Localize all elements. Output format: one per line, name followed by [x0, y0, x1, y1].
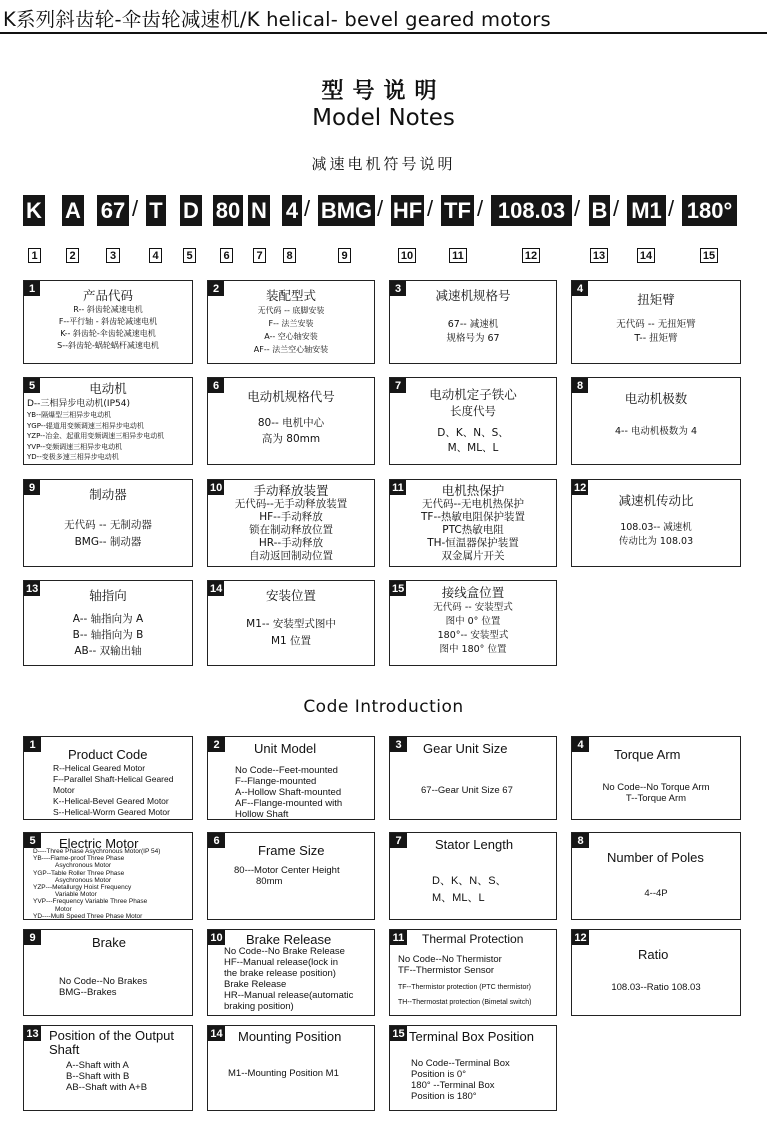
- card-line: T-- 扭矩臂: [634, 333, 678, 344]
- card-title: 电机热保护: [441, 483, 505, 498]
- cn-card-frame-size: [207, 377, 375, 465]
- card-line: S--Helical-Worm Geared Motor: [53, 807, 170, 817]
- card-number: 10: [208, 930, 225, 945]
- en-card-unit-model: [207, 736, 375, 820]
- card-number: 3: [390, 737, 407, 752]
- card-line: A--Hollow Shaft-mounted: [235, 787, 342, 798]
- title-english: Model Notes: [312, 105, 455, 131]
- card-line: BMG-- 制动器: [74, 536, 142, 548]
- card-number: 14: [208, 1026, 225, 1041]
- card-number: 12: [574, 481, 587, 494]
- card-line: 自动返回制动位置: [249, 550, 333, 562]
- card-line: No Code--No Brake Release: [224, 946, 345, 957]
- card-number: 10: [210, 481, 223, 494]
- position-tag: 10: [398, 248, 416, 263]
- card-title: 制动器: [89, 487, 127, 502]
- card-line: AB--Shaft with A+B: [66, 1082, 148, 1093]
- slash-separator: /: [574, 196, 581, 221]
- card-line: YB----Flame-proof Three Phase: [33, 855, 125, 863]
- card-line: 传动比为 108.03: [618, 536, 694, 547]
- card-line: 4-- 电动机极数为 4: [615, 426, 697, 437]
- card-line: TH-恒温器保护装置: [427, 537, 519, 549]
- code-part-shaft: B: [589, 195, 610, 226]
- en-card-output-shaft: [23, 1025, 193, 1111]
- card-line: B-- 轴指向为 B: [72, 629, 144, 641]
- subtitle-symbol-notes: 减速电机符号说明: [311, 155, 456, 173]
- card-line: No Code--No Torque Arm: [602, 782, 710, 793]
- slash-separator: /: [427, 196, 434, 221]
- en-card-brake: [23, 929, 193, 1016]
- card-line: No Code--Terminal Box: [411, 1058, 510, 1069]
- card-line: D----Three Phase Asychronous Motor(IP 54): [33, 848, 161, 855]
- card-line: Motor: [55, 905, 72, 913]
- en-card-thermal-protection: [389, 929, 557, 1016]
- card-number: 15: [392, 582, 405, 595]
- en-card-electric-motor: [23, 832, 193, 920]
- card-line: BMG--Brakes: [59, 987, 117, 998]
- card-number: 7: [390, 378, 406, 393]
- card-line: TF--Thermistor Sensor: [398, 965, 495, 976]
- slash-separator: /: [477, 196, 484, 221]
- card-line: A-- 轴指向为 A: [72, 613, 144, 625]
- card-number: 11: [390, 930, 407, 945]
- card-line: PTC热敏电阻: [442, 524, 504, 536]
- card-line: AB-- 双输出轴: [74, 645, 142, 657]
- slash-separator: /: [613, 196, 620, 221]
- card-number: 13: [26, 582, 39, 595]
- card-number: 14: [210, 582, 223, 595]
- card-title: Frame Size: [258, 843, 325, 858]
- card-title: Brake Release: [246, 932, 332, 947]
- card-line: 无代码--无电机热保护: [421, 498, 525, 510]
- card-number: 6: [208, 833, 225, 848]
- card-line: Motor: [53, 785, 75, 795]
- card-number: 11: [390, 480, 406, 495]
- en-card-number-of-poles: [571, 832, 741, 920]
- position-tag: 9: [338, 248, 351, 263]
- card-title: 减速机规格号: [435, 288, 511, 303]
- card-title: Thermal Protection: [422, 932, 524, 946]
- en-card-brake-release: [207, 929, 375, 1016]
- card-line: 80---Motor Center Height: [234, 865, 340, 876]
- cn-card-terminal-box: [389, 580, 557, 666]
- cn-card-output-shaft: [23, 580, 193, 666]
- card-line: YB--隔爆型三相异步电动机: [27, 411, 112, 419]
- card-title: 产品代码: [82, 288, 133, 303]
- card-number: 4: [572, 737, 589, 752]
- card-title: 安装位置: [265, 588, 316, 603]
- card-line: braking position): [224, 1001, 294, 1012]
- card-line: 108.03--Ratio 108.03: [611, 982, 701, 993]
- card-line: R--Helical Geared Motor: [53, 763, 146, 773]
- card-line: 80mm: [256, 876, 283, 887]
- card-title: Terminal Box Position: [409, 1029, 534, 1044]
- card-line: 80-- 电机中心: [257, 417, 325, 429]
- card-line: Hollow Shaft: [235, 809, 289, 820]
- card-number: 6: [208, 378, 224, 393]
- en-card-stator-length: [389, 832, 557, 920]
- card-title: Position of the Output Shaft: [49, 1028, 175, 1057]
- card-number: 4: [572, 281, 588, 296]
- card-line: Position is 0°: [411, 1069, 467, 1080]
- card-title: 接线盒位置: [441, 585, 505, 600]
- card-line: K--Helical-Bevel Geared Motor: [53, 796, 169, 806]
- cn-card-product-code: [23, 280, 193, 364]
- card-line: 67-- 减速机: [447, 319, 499, 330]
- code-part-brake-release: HF: [391, 195, 424, 226]
- card-title: Unit Model: [254, 741, 317, 756]
- card-number: 1: [24, 737, 41, 752]
- card-line: Brake Release: [224, 979, 287, 990]
- card-line: 高为 80mm: [261, 433, 321, 445]
- code-part-gear-size: 67: [97, 195, 129, 226]
- card-title: 电动机规格代号: [247, 389, 335, 404]
- card-line: HR--手动释放: [258, 537, 324, 549]
- cn-card-brake: [23, 479, 193, 567]
- card-line: AF--Flange-mounted with: [235, 798, 343, 809]
- card-line: 无代码 -- 安装型式: [433, 602, 513, 613]
- card-title: 轴指向: [89, 588, 127, 603]
- card-line: 108.03-- 减速机: [620, 522, 692, 533]
- code-part-product: K: [23, 195, 45, 226]
- code-part-motor: D: [180, 195, 202, 226]
- card-line: 规格号为 67: [446, 333, 500, 344]
- card-title: 减速机传动比: [618, 493, 694, 508]
- card-line: YZP--冶金、起重用变频调速三相异步电动机: [27, 432, 165, 440]
- card-line: TF--热敏电阻保护装置: [420, 511, 526, 523]
- slash-separator: /: [668, 196, 675, 221]
- card-line: HF--Manual release(lock in: [224, 957, 339, 968]
- header-rule: [0, 32, 767, 34]
- card-title: 电动机: [89, 381, 127, 396]
- card-number: 3: [390, 281, 406, 296]
- card-line: Asychronous Motor: [55, 862, 111, 870]
- card-number: 13: [24, 1026, 41, 1041]
- card-line: YGP--Table Roller Three Phase: [33, 869, 125, 877]
- title-chinese: 型号说明: [321, 79, 446, 104]
- code-part-mounting: M1: [627, 195, 666, 226]
- card-line: M、ML、L: [447, 442, 499, 454]
- slash-separator: /: [304, 196, 311, 221]
- card-line: D、K、N、S、: [437, 427, 509, 439]
- card-line: B--Shaft with B: [66, 1071, 130, 1082]
- card-line: the brake release position): [224, 968, 336, 979]
- position-tag: 2: [66, 248, 79, 263]
- card-line: F--平行轴 - 斜齿轮减速电机: [58, 317, 158, 326]
- card-line: TH--Thermostat protection (Bimetal switch): [398, 999, 532, 1006]
- card-number: 7: [390, 833, 407, 848]
- cn-card-gear-size: [389, 280, 557, 364]
- code-part-stator-length: N: [248, 195, 270, 226]
- card-line: 无代码 -- 底脚安装: [257, 306, 325, 315]
- code-part-frame-size: 80: [213, 195, 243, 226]
- card-line: Variable Motor: [55, 891, 97, 899]
- card-line: Position is 180°: [411, 1091, 477, 1102]
- position-tag: 1: [28, 248, 41, 263]
- card-number: 9: [24, 480, 40, 495]
- card-number: 9: [24, 930, 41, 945]
- card-line: YVP--变频调速三相异步电动机: [27, 442, 123, 451]
- card-line: M、ML、L: [432, 892, 485, 904]
- card-line: TF--Thermistor protection (PTC thermistor): [398, 984, 532, 991]
- card-number: 2: [208, 737, 225, 752]
- position-tag: 13: [590, 248, 608, 263]
- card-number: 2: [208, 281, 224, 296]
- card-line: YVP---Frequency Variable Three Phase: [33, 898, 148, 906]
- card-number: 1: [24, 281, 40, 296]
- card-line: 长度代号: [450, 404, 496, 418]
- position-tag: 6: [220, 248, 233, 263]
- card-line: M1 位置: [270, 635, 312, 647]
- card-line: A--Shaft with A: [66, 1060, 129, 1071]
- card-line: YD----Multi Speed Three Phase Motor: [33, 912, 143, 920]
- cn-card-stator-length: [389, 377, 557, 465]
- card-title: 电动机极数: [624, 391, 688, 406]
- position-tag: 15: [700, 248, 718, 263]
- position-tag: 14: [637, 248, 655, 263]
- card-line: T--Torque Arm: [625, 793, 687, 804]
- card-line: 锁在制动释放位置: [249, 524, 333, 536]
- card-line: 4--4P: [644, 888, 668, 899]
- card-line: HF--手动释放: [259, 511, 323, 523]
- code-part-torque-arm: T: [146, 195, 166, 226]
- card-number: 12: [572, 930, 589, 945]
- en-card-terminal-box-position: [389, 1025, 557, 1111]
- card-line: No Code--No Thermistor: [398, 954, 502, 965]
- card-line: M1--Mounting Position M1: [228, 1068, 339, 1079]
- card-line: 无代码 -- 无制动器: [64, 519, 152, 531]
- card-line: R-- 斜齿轮减速电机: [73, 305, 143, 314]
- card-line: 图中 180° 位置: [439, 644, 507, 655]
- card-number: 5: [24, 833, 41, 848]
- cn-card-brake-release: [207, 479, 375, 567]
- cn-card-electric-motor: [23, 377, 193, 465]
- card-title: 扭矩臂: [637, 292, 675, 307]
- card-title: Stator Length: [435, 837, 514, 852]
- card-title: Electric Motor: [59, 836, 139, 851]
- cn-card-thermal-protection: [389, 479, 557, 567]
- card-line: A-- 空心轴安装: [264, 332, 318, 341]
- page-header-title: K系列斜齿轮-伞齿轮减速机/K helical- bevel geared motors: [3, 8, 551, 31]
- card-line: 67--Gear Unit Size 67: [421, 785, 513, 796]
- card-line: HR--Manual release(automatic: [224, 990, 354, 1001]
- en-card-product-code: [23, 736, 193, 820]
- card-line: F--Parallel Shaft-Helical Geared: [53, 774, 174, 784]
- card-number: 5: [24, 378, 40, 393]
- code-part-poles: 4: [282, 195, 302, 226]
- card-line: D、K、N、S、: [432, 875, 507, 887]
- position-tag: 12: [522, 248, 540, 263]
- position-tag: 5: [183, 248, 196, 263]
- card-title: Brake: [92, 935, 126, 950]
- card-line: F--Flange-mounted: [235, 776, 317, 787]
- card-line: M1-- 安装型式图中: [246, 618, 336, 630]
- card-number: 8: [572, 378, 588, 393]
- card-line: 180°-- 安装型式: [437, 630, 509, 641]
- card-title: Number of Poles: [607, 850, 704, 865]
- card-line: YGP--辊道用变频调速三相异步电动机: [27, 421, 144, 430]
- code-part-thermal: TF: [441, 195, 474, 226]
- position-tag: 7: [253, 248, 266, 263]
- code-part-ratio: 108.03: [491, 195, 572, 226]
- card-line: YZP---Metallurgy Hoist Frequency: [33, 884, 132, 892]
- card-title: 装配型式: [265, 288, 316, 303]
- card-title: 电动机定子铁心: [429, 387, 517, 402]
- card-line: YD--变极多速三相异步电动机: [27, 453, 119, 461]
- card-title: Torque Arm: [614, 747, 681, 762]
- card-line: 图中 0° 位置: [445, 616, 501, 627]
- en-card-torque-arm: [571, 736, 741, 820]
- card-title: Ratio: [638, 947, 669, 962]
- en-card-ratio: [571, 929, 741, 1016]
- card-line: 180° --Terminal Box: [411, 1080, 495, 1091]
- cn-card-ratio: [571, 479, 741, 567]
- card-line: No Code--Feet-mounted: [235, 765, 338, 776]
- card-line: 无代码 -- 无扭矩臂: [616, 319, 696, 330]
- card-number: 8: [572, 833, 589, 848]
- position-tag: 8: [283, 248, 296, 263]
- code-part-terminal-box: 180°: [682, 195, 737, 226]
- card-line: 无代码--无手动释放装置: [234, 498, 348, 510]
- position-tag: 3: [106, 248, 120, 263]
- position-tag: 4: [149, 248, 162, 263]
- en-card-gear-unit-size: [389, 736, 557, 820]
- code-introduction-heading: Code Introduction: [303, 697, 464, 717]
- cn-card-poles: [571, 377, 741, 465]
- position-tag: 11: [449, 248, 467, 263]
- card-title: Mounting Position: [238, 1029, 342, 1044]
- card-title: Gear Unit Size: [423, 741, 508, 756]
- code-part-unit-model: A: [62, 195, 84, 226]
- card-number: 15: [390, 1026, 407, 1041]
- cn-card-torque-arm: [571, 280, 741, 364]
- code-part-brake: BMG: [318, 195, 375, 226]
- card-title: 手动释放装置: [253, 483, 329, 498]
- en-card-mounting-position: [207, 1025, 375, 1111]
- card-line: AF-- 法兰空心轴安装: [253, 345, 329, 354]
- cn-card-unit-model: [207, 280, 375, 364]
- card-line: S--斜齿轮-蜗轮蜗杆减速电机: [57, 341, 159, 350]
- slash-separator: /: [377, 196, 384, 221]
- card-line: D--三相异步电动机(IP54): [27, 399, 130, 409]
- card-title: Product Code: [68, 747, 148, 762]
- cn-card-mounting-position: [207, 580, 375, 666]
- en-card-frame-size: [207, 832, 375, 920]
- card-line: 双金属片开关: [441, 550, 505, 562]
- card-line: K-- 斜齿轮-伞齿轮减速电机: [60, 329, 156, 338]
- slash-separator: /: [132, 196, 139, 221]
- card-line: No Code--No Brakes: [59, 976, 148, 987]
- card-line: F-- 法兰安装: [268, 319, 314, 328]
- card-line: Asychronous Motor: [55, 876, 111, 884]
